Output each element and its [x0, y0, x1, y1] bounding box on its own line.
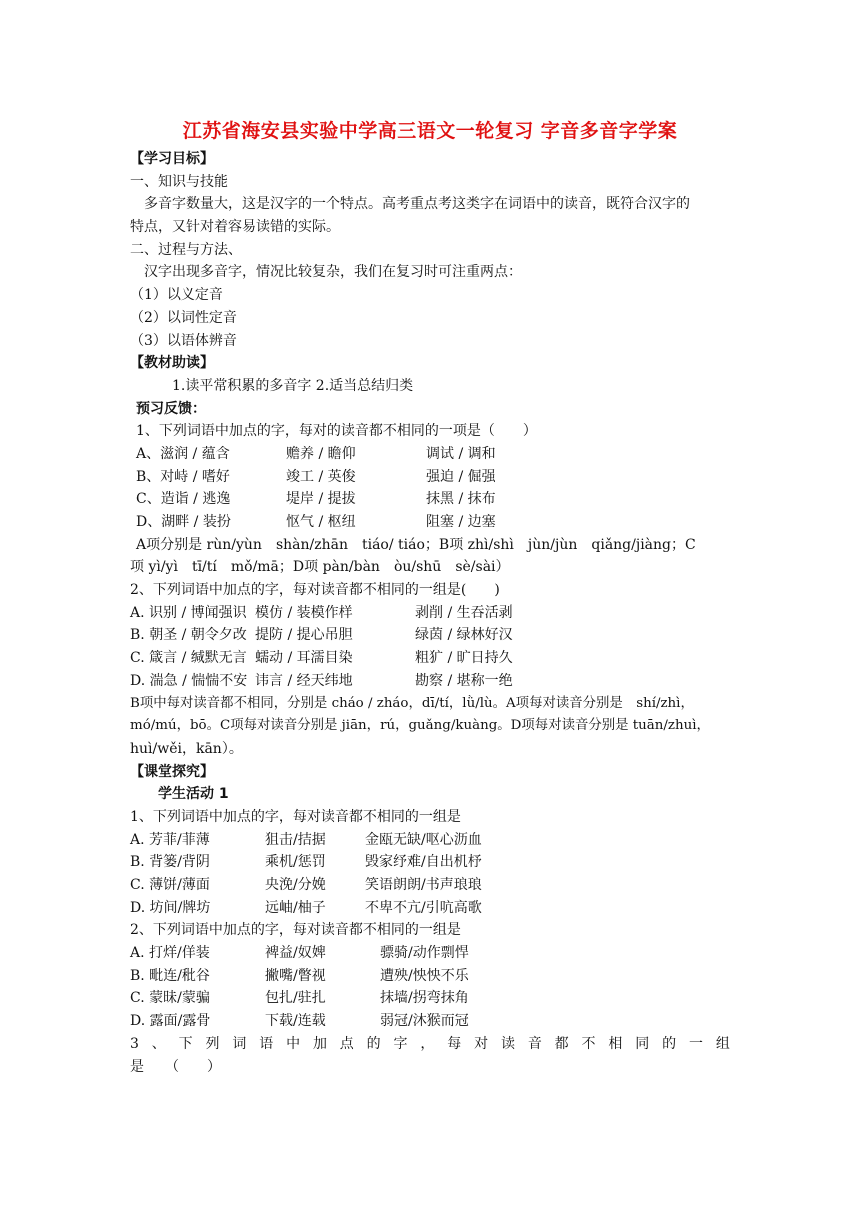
- option-cell: 包扎/驻扎: [265, 990, 326, 1007]
- q3-stem-char: 加: [312, 1035, 327, 1052]
- option-cell: 阻塞 / 边塞: [426, 514, 496, 530]
- preview-q2-option: [130, 647, 730, 670]
- option-cell: 怄气 / 枢纽: [286, 514, 356, 530]
- option-cell: 剥削 / 生吞活剥: [415, 604, 513, 621]
- preview-q2-option: [130, 624, 730, 647]
- preview-q2-stem: 2、下列词语中加点的字，每对读音都不相同的一组是( ): [130, 582, 500, 599]
- preview-q1-answer-b: 项 yì/yì tī/tí mǒ/mā；D项 pàn/bàn òu/shū sè/sài）: [130, 559, 510, 576]
- option-cell: 抹黑 / 抹布: [426, 491, 496, 508]
- class-q2-option: [130, 965, 730, 988]
- option-cell: 狙击/拮据: [265, 831, 326, 848]
- objectives-heading: 【学习目标】: [130, 151, 214, 167]
- preview-q1-answer-a: A项分别是 rùn/yùn shàn/zhān tiáo/ tiáo；B项 zhì/shì jùn/jùn qiǎng/jiàng；C: [136, 536, 696, 553]
- q3-stem-char: 语: [259, 1035, 274, 1052]
- preview-q1-option: [130, 511, 730, 534]
- document-body: [130, 148, 730, 1078]
- part2-text: 汉字出现多音字，情况比较复杂，我们在复习时可注重两点：: [144, 264, 522, 281]
- option-cell: 竣工 / 英俊: [286, 468, 356, 485]
- option-cell: 模仿 / 装模作样: [255, 604, 353, 621]
- class-q1-option: [130, 874, 730, 897]
- option-cell: 调试 / 调和: [426, 445, 496, 462]
- preview-q2-option: [130, 670, 730, 693]
- q3-stem-char: ，: [420, 1035, 435, 1052]
- option-cell: 提防 / 提心吊胆: [255, 627, 353, 644]
- reading-heading: 【教材助读】: [130, 355, 214, 372]
- classroom-heading: 【课堂探究】: [130, 763, 214, 780]
- class-q1-stem: 1、下列词语中加点的字，每对读音都不相同的一组是: [130, 808, 461, 825]
- option-cell: D. 湍急 / 惴惴不安: [130, 672, 248, 689]
- class-q1-option: [130, 851, 730, 874]
- option-cell: B. 朝圣 / 朝令夕改: [130, 627, 247, 644]
- part1-heading: 一、知识与技能: [130, 173, 228, 190]
- option-cell: 金瓯无缺/呕心沥血: [365, 831, 482, 848]
- class-q3-stem-end: 是 （ ）: [130, 1058, 221, 1075]
- option-cell: B. 毗连/秕谷: [130, 967, 210, 984]
- option-cell: 粗犷 / 旷日持久: [415, 650, 513, 667]
- class-q2-option: [130, 1010, 730, 1033]
- option-cell: 笑语朗朗/书声琅琅: [365, 877, 482, 893]
- q3-stem-char: 点: [339, 1035, 354, 1052]
- q3-stem-char: 中: [286, 1035, 301, 1052]
- document-title: 江苏省海安县实验中学高三语文一轮复习 字音多音字学案: [182, 120, 678, 142]
- class-q2-option: [130, 942, 730, 965]
- option-cell: 远岫/柚子: [265, 899, 326, 916]
- option-cell: C. 蒙昧/蒙骗: [130, 990, 210, 1007]
- preview-q2-option: [130, 602, 730, 625]
- option-cell: 裨益/奴婢: [265, 945, 326, 962]
- option-cell: 乘机/惩罚: [265, 854, 326, 871]
- option-cell: 讳言 / 经天纬地: [255, 672, 353, 689]
- part2-heading: 二、过程与方法、: [130, 241, 242, 258]
- class-q1-option: [130, 829, 730, 852]
- q3-stem-char: 相: [608, 1035, 623, 1052]
- point-3: （3）以语体辨音: [130, 332, 237, 349]
- option-cell: A、滋润 / 蕴含: [136, 445, 230, 462]
- option-cell: 堤岸 / 提拔: [286, 491, 356, 508]
- option-cell: A. 打烊/佯装: [130, 945, 210, 962]
- q3-stem-char: 、: [151, 1035, 166, 1052]
- option-cell: A. 芳菲/菲薄: [130, 831, 210, 848]
- option-cell: 蠕动 / 耳濡目染: [255, 650, 353, 667]
- preview-q1-option: [130, 443, 730, 466]
- preview-q1-option: [130, 488, 730, 511]
- q3-stem-char: 下: [178, 1035, 193, 1052]
- q3-stem-char: 列: [205, 1035, 220, 1052]
- point-2: （2）以词性定音: [130, 309, 237, 326]
- option-cell: 骠骑/动作剽悍: [380, 945, 469, 962]
- class-q2-option: [130, 987, 730, 1010]
- option-cell: 遭殃/怏怏不乐: [380, 967, 469, 984]
- class-q3-stem: [130, 1033, 730, 1056]
- reading-text: 1.读平常积累的多音字 2.适当总结归类: [172, 377, 414, 394]
- class-q1-option: [130, 897, 730, 920]
- option-cell: 下载/连载: [265, 1013, 326, 1030]
- option-cell: 赡养 / 瞻仰: [286, 445, 356, 462]
- preview-q2-answer-b: mó/mú，bō。C项每对读音分别是 jiān，rú，guǎng/kuàng。D项每对读音分别是 tuān/zhuì，: [130, 718, 710, 734]
- q3-stem-char: 字: [393, 1035, 408, 1052]
- preview-q1-option: [130, 466, 730, 489]
- option-cell: D. 坊间/牌坊: [130, 899, 211, 916]
- option-cell: 央浼/分娩: [265, 877, 326, 893]
- option-cell: D、湖畔 / 装扮: [136, 514, 231, 530]
- class-q2-stem: 2、下列词语中加点的字，每对读音都不相同的一组是: [130, 922, 461, 939]
- option-cell: 撇嘴/瞥视: [265, 967, 326, 984]
- option-cell: C、造诣 / 逃逸: [136, 491, 231, 508]
- option-cell: C. 薄饼/薄面: [130, 877, 210, 893]
- option-cell: 强迫 / 倔强: [426, 468, 496, 485]
- q3-stem-char: 不: [581, 1035, 596, 1052]
- option-cell: B、对峙 / 嗜好: [136, 468, 230, 485]
- preview-q1-stem: 1、下列词语中加点的字，每对的读音都不相同的一项是（ ）: [136, 423, 537, 440]
- q3-stem-char: 每: [447, 1035, 462, 1052]
- q3-stem-char: 的: [662, 1035, 677, 1052]
- option-cell: B. 背篓/背阴: [130, 854, 210, 871]
- part1-text-a: 多音字数量大，这是汉字的一个特点。高考重点考这类字在词语中的读音，既符合汉字的: [144, 196, 690, 213]
- q3-stem-char: 3: [130, 1035, 139, 1052]
- part1-text-b: 特点，又针对着容易读错的实际。: [130, 219, 340, 236]
- q3-stem-char: 音: [527, 1035, 542, 1052]
- point-1: （1）以义定音: [130, 287, 223, 304]
- option-cell: 不卑不亢/引吭高歌: [365, 899, 482, 916]
- q3-stem-char: 都: [554, 1035, 569, 1052]
- preview-heading: 预习反馈：: [136, 400, 206, 417]
- option-cell: D. 露面/露骨: [130, 1013, 211, 1030]
- preview-q2-answer-a: B项中每对读音都不相同，分别是 cháo / zháo，dī/tí，lǜ/lù。A项每对读音分别是 shí/zhì，: [130, 695, 694, 711]
- q3-stem-char: 一: [688, 1035, 703, 1052]
- option-cell: 抹墙/拐弯抹角: [380, 990, 469, 1007]
- option-cell: 绿茵 / 绿林好汉: [415, 627, 513, 644]
- activity-label: 学生活动 1: [158, 786, 229, 803]
- q3-stem-char: 组: [715, 1035, 730, 1052]
- option-cell: 弱冠/沐猴而冠: [380, 1013, 469, 1030]
- option-cell: A. 识别 / 博闻强识: [130, 604, 247, 621]
- q3-stem-char: 的: [366, 1035, 381, 1052]
- q3-stem-char: 读: [500, 1035, 515, 1052]
- preview-q2-answer-c: huì/wěi，kān）。: [130, 740, 243, 757]
- option-cell: 毁家纾难/自出机杼: [365, 854, 482, 871]
- option-cell: 勘察 / 堪称一绝: [415, 672, 513, 689]
- q3-stem-char: 词: [232, 1035, 247, 1052]
- q3-stem-char: 同: [635, 1035, 650, 1052]
- q3-stem-char: 对: [474, 1035, 489, 1052]
- option-cell: C. 箴言 / 缄默无言: [130, 650, 247, 667]
